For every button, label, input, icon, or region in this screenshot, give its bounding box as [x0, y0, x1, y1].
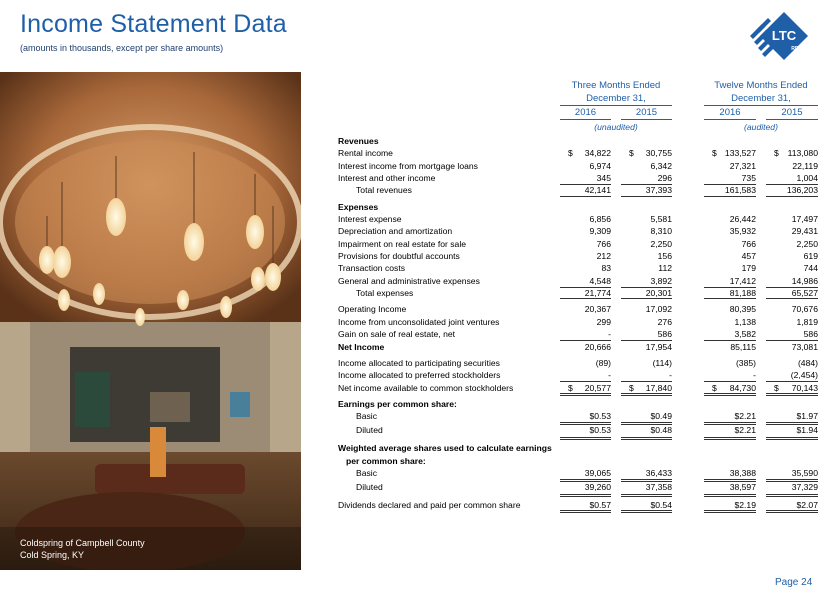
weighted-avg-heading-2: per common share:	[346, 455, 426, 466]
page-title: Income Statement Data	[20, 10, 287, 38]
row-net-income-common: Net income available to common stockholders $ 20,577 $ 17,840 $ 84,730 $ 70,143	[338, 382, 818, 394]
eps-heading: Earnings per common share:	[338, 398, 457, 409]
year-col-2: 2015	[621, 107, 672, 120]
row-eps-diluted: Diluted $0.53 $0.48 $2.21 $1.94	[338, 423, 818, 438]
unaudited-note: (unaudited)	[594, 122, 638, 132]
row-dividends: Dividends declared and paid per common share $0.57 $0.54 $2.19 $2.07	[338, 499, 818, 511]
photo-caption	[20, 537, 145, 561]
row-total-expenses: Total expenses 21,774 20,301 81,188 65,527	[356, 288, 818, 299]
row-participating-securities: Income allocated to participating securities (89) (114) (385) (484)	[338, 357, 818, 368]
row-shares-basic: Basic 39,065 36,433 38,388 35,590	[338, 467, 818, 480]
row-interest-expense: Interest expense 6,856 5,581 26,442 17,497	[338, 214, 818, 225]
row-preferred-stockholders: Income allocated to preferred stockholders - - - (2,454)	[338, 370, 818, 381]
page-subtitle: (amounts in thousands, except per share amounts)	[20, 43, 224, 53]
caption-line-2: Cold Spring, KY	[20, 550, 85, 560]
caption-line-1: Coldspring of Campbell County	[20, 538, 145, 548]
row-impairment: Impairment on real estate for sale 766 2,250 766 2,250	[338, 238, 818, 249]
header-year-row	[338, 107, 818, 121]
row-gain-on-sale: Gain on sale of real estate, net - 586 3,582 586	[338, 329, 818, 340]
weighted-avg-heading-1: Weighted average shares used to calculate earnings	[338, 443, 552, 454]
page-number: Page 24	[775, 577, 813, 588]
row-rental-income: Rental income $ 34,822 $ 30,755 $ 133,527 $ 113,080	[338, 148, 818, 159]
row-total-revenues: Total revenues 42,141 37,393 161,583 136,203	[356, 185, 818, 196]
row-net-income: Net Income 20,666 17,954 85,115 73,081	[338, 341, 818, 352]
row-transaction-costs: Transaction costs 83 112 179 744	[338, 263, 818, 274]
row-eps-basic: Basic $0.53 $0.49 $2.21 $1.97	[338, 410, 818, 423]
row-other-income: Interest and other income 345 296 735 1,004	[338, 173, 818, 184]
lobby-photo	[0, 72, 301, 570]
revenues-heading: Revenues	[338, 136, 379, 146]
year-col-4: 2015	[766, 107, 818, 120]
expenses-heading: Expenses	[338, 201, 379, 212]
three-months-date: December 31,	[560, 93, 672, 106]
row-provisions: Provisions for doubtful accounts 212 156 457 619	[338, 251, 818, 262]
row-depreciation: Depreciation and amortization 9,309 8,310 35,932 29,431	[338, 226, 818, 237]
income-statement-table	[338, 80, 818, 511]
three-months-label: Three Months Ended	[571, 80, 661, 91]
logo-subtext: REIT	[791, 46, 803, 52]
row-shares-diluted: Diluted 39,260 37,358 38,597 37,329	[338, 480, 818, 495]
row-operating-income: Operating Income 20,367 17,092 80,395 70,676	[338, 304, 818, 315]
year-col-3: 2016	[704, 107, 756, 120]
header-date-row	[338, 93, 818, 107]
header-note-row	[338, 121, 818, 135]
year-col-1: 2016	[560, 107, 611, 120]
logo-text: LTC	[771, 28, 797, 43]
row-joint-ventures: Income from unconsolidated joint ventures 299 276 1,138 1,819	[338, 316, 818, 327]
row-mortgage-interest: Interest income from mortgage loans 6,974 6,342 27,321 22,119	[338, 160, 818, 171]
ltc-logo	[748, 8, 812, 60]
twelve-months-label: Twelve Months Ended	[714, 80, 808, 91]
row-gna: General and administrative expenses 4,548 3,892 17,412 14,986	[338, 275, 818, 286]
twelve-months-date: December 31,	[704, 93, 818, 106]
audited-note: (audited)	[744, 122, 778, 132]
header-group-row	[338, 80, 818, 93]
